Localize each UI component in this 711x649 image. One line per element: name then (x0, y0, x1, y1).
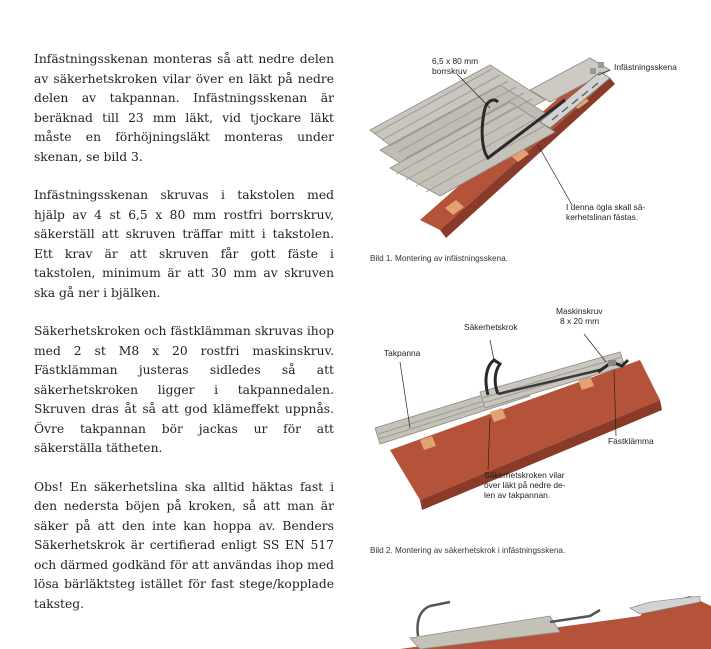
figure-1-caption: Bild 1. Montering av infästningsskena. (370, 254, 508, 263)
figure-2 (360, 300, 700, 565)
paragraph-rail-screwing: Infästningsskenan skruvas i takstolen med hjälp av 4 st 6,5 x 80 mm rostfri borrskruv, säkerställ att skruven träffar mitt i takstolen. Ett krav är att skruven får gott fäste i takstolen, minimum är att 30 mm av skruven ska gå ner i bjälken. (34, 188, 334, 300)
label-tile: Takpanna (384, 348, 421, 358)
label-hook: Säkerhetskrok (464, 322, 518, 332)
paragraph-hook-clamp: Säkerhetskroken och fästklämman skruvas ihop med 2 st M8 x 20 rostfri maskinskruv. Fästklämman justeras sidledes så att säkerhetskroken ligger i takpannedalen. Skruven dras åt så att god klämeffekt uppnås. Övre takpannan bör jackas ur för att säkerställa tätheten. (34, 324, 334, 455)
figure-1 (360, 50, 700, 270)
label-borrskruv: 6,5 x 80 mm borrskruv (432, 56, 479, 76)
label-rail: Infästningsskena (614, 62, 677, 72)
figure-3-illustration (400, 596, 711, 649)
screw (590, 68, 596, 74)
figure-2-illustration (360, 300, 700, 565)
label-clamp: Fästklämma (608, 436, 654, 446)
label-rests-on-batten: Säkerhetskroken vilar över läkt på nedre de- len av takpannan. (484, 470, 566, 500)
paragraph-safety-note: Obs! En säkerhetslina ska alltid häktas fast i den nedersta böjen på kroken, så att man är säker på att den inte kan hoppa av. Benders Säkerhetskrok är certifierad enligt SS EN 517 och därmed godkänd för att användas ihop med lösa bärläktsteg istället för fast stege/kopplade taksteg. (34, 479, 334, 611)
body-text-column (34, 50, 334, 614)
figure-1-illustration (360, 50, 700, 270)
paragraph-rail-mounting: Infästningsskenan monteras så att nedre delen av säkerhetskroken vilar över en läkt på nedre delen av takpannan. Infästningsskenan är beräknad till 23 mm läkt, vid tjockare läkt måste en förhöjningsläkt monteras under skenan, se bild 3. (34, 52, 334, 164)
figure-2-caption: Bild 2. Montering av säkerhetskrok i infästningsskena. (370, 546, 566, 555)
screw (598, 62, 604, 68)
label-loop: I denna ögla skall sä- kerhetslinan fästas. (566, 202, 646, 222)
label-machine-screw: Maskinskruv 8 x 20 mm (556, 306, 603, 326)
figure-3-partial (400, 596, 711, 649)
